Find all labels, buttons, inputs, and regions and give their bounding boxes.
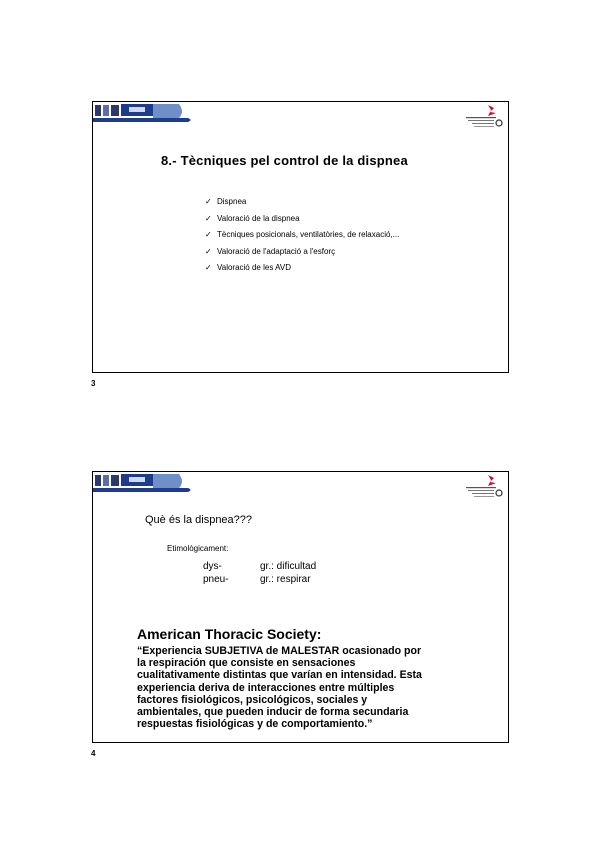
header-banner	[93, 472, 509, 494]
etymology-meaning: gr.: dificultad	[260, 561, 317, 572]
quote-line: cualitativamente distintas que varían en intensidad. Esta	[137, 669, 422, 682]
page-number: 4	[91, 749, 96, 758]
quote-line: factores fisiológicos, psicológicos, sociales y	[137, 693, 368, 706]
quote-line: respuestas fisiológicas y de comportamiento.”	[137, 718, 373, 731]
bullet-item: ✓ Valoració de l'adaptació a l'esforç	[205, 244, 399, 261]
definition-quote	[137, 645, 467, 730]
etymology-heading: Etimològicament:	[167, 544, 229, 553]
etymology-prefix: pneu-	[203, 574, 229, 585]
quote-line: la respiración que consiste en sensaciones	[137, 657, 356, 670]
checkmark-icon: ✓	[205, 213, 212, 223]
source-heading: American Thoracic Society:	[137, 626, 322, 642]
page-number: 3	[91, 379, 96, 388]
bullet-item: ✓ Valoració de les AVD	[205, 260, 399, 277]
checkmark-icon: ✓	[205, 197, 212, 206]
checkmark-icon: ✓	[205, 230, 212, 239]
header-banner	[93, 102, 509, 124]
bullet-item: ✓ Valoració de la dispnea	[205, 211, 399, 228]
etymology-prefix: dys-	[203, 561, 222, 572]
slide-4	[92, 471, 509, 743]
slide-title: 8.- Tècniques pel control de la dispnea	[161, 153, 408, 168]
quote-line: ambientales, que pueden inducir de forma secundaria	[137, 706, 409, 719]
bullet-item: ✓ Tècniques posicionals, ventilatòries, de relaxació,...	[205, 227, 399, 244]
bullet-item: ✓ Dispnea	[205, 194, 399, 211]
etymology-meaning: gr.: respirar	[260, 574, 311, 585]
slide-title: Què és la dispnea???	[145, 514, 253, 526]
slide-3	[92, 101, 509, 373]
checkmark-icon: ✓	[205, 263, 212, 272]
institution-logo	[464, 104, 504, 130]
quote-line: “Experiencia SUBJETIVA de MALESTAR ocasionado por	[137, 645, 422, 657]
quote-line: experiencia deriva de interacciones entre múltiples	[137, 681, 395, 694]
checkmark-icon: ✓	[205, 246, 212, 256]
bullet-list	[205, 194, 399, 277]
institution-logo	[464, 474, 504, 500]
